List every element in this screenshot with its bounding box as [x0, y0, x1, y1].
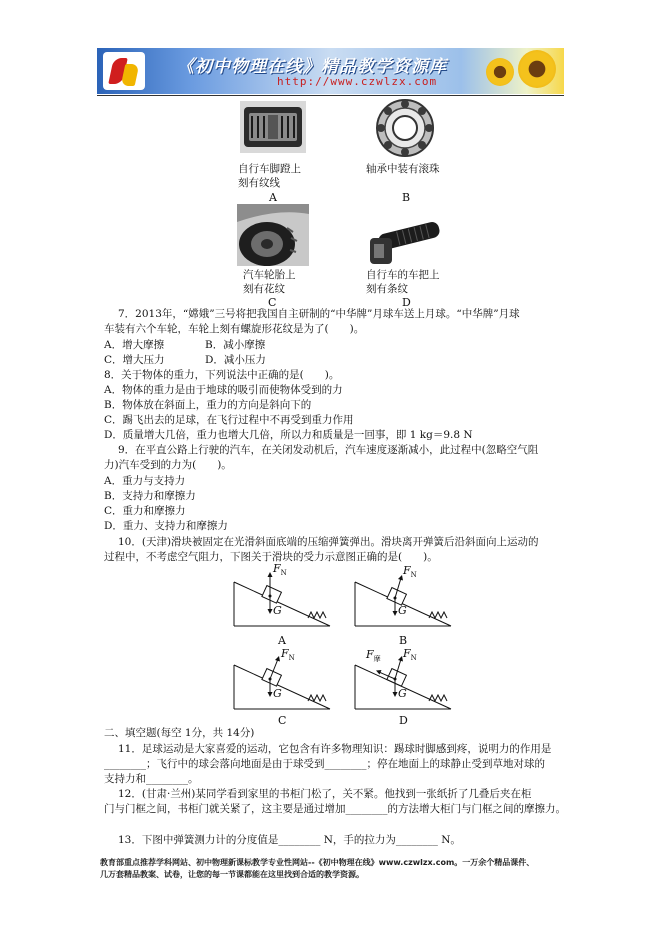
- header-divider: [97, 95, 564, 96]
- banner-url[interactable]: http://www.czwlzx.com: [277, 75, 438, 88]
- figure-tire-caption: 汽车轮胎上 刻有花纹: [243, 269, 296, 295]
- q9-option-b: B．支持力和摩擦力: [104, 490, 196, 502]
- section2-heading: 二、填空题(每空 1分，共 14分): [104, 727, 255, 739]
- q10-diagram-c: [232, 649, 332, 711]
- q9-option-d: D．重力、支持力和摩擦力: [104, 520, 228, 532]
- q10-label-b: B: [399, 634, 408, 647]
- q10-label-c: C: [278, 714, 287, 727]
- q10-diagram-d: [353, 649, 453, 711]
- banner-title: 《初中物理在线》精品教学资源库: [177, 57, 447, 77]
- q8-option-a: A．物体的重力是由于地球的吸引而使物体受到的力: [104, 384, 343, 396]
- q8-stem: 8．关于物体的重力，下列说法中正确的是( )。: [104, 369, 340, 381]
- force-label-g: G: [273, 687, 282, 700]
- force-label-fn: $F_N$: [403, 647, 417, 663]
- sunflower-icon: [518, 50, 556, 88]
- footer-line1: 教育部重点推荐学科网站、初中物理新课标教学专业性网站--《初中物理在线》www.czwlzx.com。一万余个精品课件、: [100, 858, 535, 867]
- q9-option-a: A．重力与支持力: [104, 475, 186, 487]
- figure-pedal-image: [240, 101, 306, 153]
- q10-label-a: A: [278, 634, 286, 647]
- q7-stem-line1: 7．2013年，“嫦娥”三号将把我国自主研制的“中华牌”月球车送上月球。“中华牌”月球: [118, 308, 520, 320]
- figure-label-c: C: [268, 296, 277, 309]
- q9-option-c: C．重力和摩擦力: [104, 505, 186, 517]
- figure-label-b: B: [402, 191, 411, 204]
- q8-option-d: D．质量增大几倍，重力也增大几倍，所以力和质量是一回事，即 1 kg＝9.8 N: [104, 429, 473, 441]
- force-label-g: G: [398, 604, 407, 617]
- q11-line1: 11．足球运动是大家喜爱的运动，它包含有许多物理知识：踢球时脚感到疼，说明力的作用是: [118, 743, 552, 755]
- force-label-fn: $F_N$: [403, 564, 417, 580]
- q7-option-d: D．减小压力: [205, 354, 266, 366]
- figure-label-d: D: [402, 296, 411, 309]
- q12-line1: 12．(甘肃·兰州)某同学看到家里的书柜门松了，关不紧。他找到一张纸折了几叠后夹在柜: [118, 788, 532, 800]
- q11-line2: ________；飞行中的球会落向地面是由于球受到________；停在地面上的球静止受到草地对球的: [104, 758, 545, 770]
- q10-stem-line1: 10．(天津)滑块被固定在光滑斜面底端的压缩弹簧弹出。滑块离开弹簧后沿斜面向上运动的: [118, 536, 539, 548]
- q8-option-c: C．踢飞出去的足球，在飞行过程中不再受到重力作用: [104, 414, 354, 426]
- q8-option-b: B．物体放在斜面上，重力的方向是斜向下的: [104, 399, 312, 411]
- q11-line3: 支持力和________。: [104, 773, 199, 785]
- q10-diagram-b: [353, 566, 453, 628]
- q7-option-b: B．减小摩擦: [205, 339, 266, 351]
- q9-stem-line1: 9．在平直公路上行驶的汽车，在关闭发动机后，汽车速度逐渐减小，此过程中(忽略空气阻: [118, 444, 539, 456]
- header-banner: [97, 48, 564, 94]
- q13-line: 13．下图中弹簧测力计的分度值是________ N，手的拉力为________ N。: [118, 834, 461, 846]
- q12-line2: 门与门框之间，书柜门就关紧了，这主要是通过增加________的方法增大柜门与门框之间的摩擦力。: [104, 803, 566, 815]
- footer-line2: 几万套精品教案、试卷，让您的每一节课都能在这里找到合适的教学资源。: [100, 870, 364, 879]
- figure-handlebar-image: [368, 210, 446, 268]
- figure-pedal-caption: 自行车脚蹬上 刻有纹线: [238, 163, 301, 189]
- figure-bearing-image: [370, 98, 440, 158]
- figure-label-a: A: [269, 191, 277, 204]
- q7-option-a: A．增大摩擦: [104, 339, 165, 351]
- sunflower-icon: [486, 58, 514, 86]
- q7-option-c: C．增大压力: [104, 354, 165, 366]
- force-label-g: G: [273, 604, 282, 617]
- force-label-fn: $F_N$: [273, 562, 287, 578]
- q9-stem-line2: 力)汽车受到的力为( )。: [104, 459, 232, 471]
- q10-diagram-a: [232, 562, 332, 628]
- force-label-f-friction: $F_摩$: [366, 648, 381, 664]
- site-logo: [103, 52, 145, 90]
- q7-stem-line2: 车装有六个车轮，车轮上刻有螺旋形花纹是为了( )。: [104, 323, 365, 335]
- figure-tire-image: [237, 204, 309, 266]
- force-label-fn: $F_N$: [281, 647, 295, 663]
- figure-bearing-caption: 轴承中装有滚珠: [366, 163, 440, 175]
- figure-handlebar-caption: 自行车的车把上 刻有条纹: [366, 269, 440, 295]
- force-label-g: G: [398, 687, 407, 700]
- q10-label-d: D: [399, 714, 408, 727]
- q10-stem-line2: 过程中，不考虑空气阻力，下图关于滑块的受力示意图正确的是( )。: [104, 551, 438, 563]
